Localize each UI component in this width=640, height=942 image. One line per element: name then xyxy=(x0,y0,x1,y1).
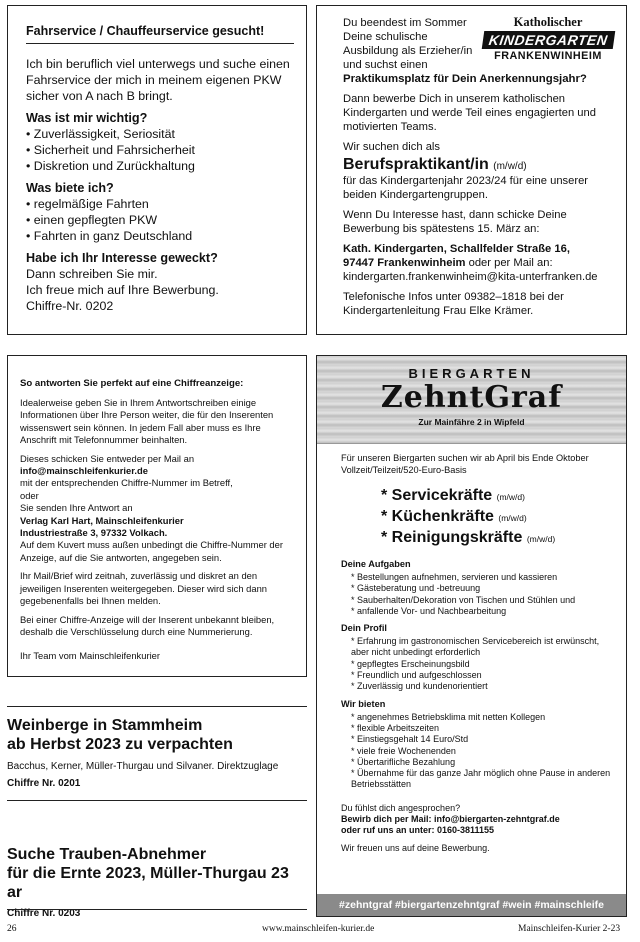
tasks-list xyxy=(341,572,616,617)
job-title: * Küchenkräfte (m/w/d) xyxy=(381,508,527,525)
offer-list xyxy=(341,712,616,791)
list-item: * gepflegtes Erscheinungsbild xyxy=(351,659,616,670)
paragraph: Wir suchen dich als xyxy=(343,141,440,153)
ad-chiffre-instructions xyxy=(7,355,307,677)
list-item: • einen gepflegten PKW xyxy=(26,212,294,228)
paragraph: Telefonische Infos unter 09382–1818 bei der Kindergartenleitung Frau Elke Krämer. xyxy=(343,291,564,317)
ad-heading: So antworten Sie perfekt auf eine Chiffreanzeige: xyxy=(20,378,244,389)
page-number: 26 xyxy=(7,924,17,934)
job-title: * Reinigungskräfte (m/w/d) xyxy=(381,529,556,546)
logo-line: Katholischer xyxy=(513,15,583,29)
address: Kath. Kindergarten, Schallfelder Straße 16, 97447 Frankenwinheim oder per Mail an: kindergarten.frankenwinheim@kita-unterfranken.de xyxy=(343,243,598,283)
closing-line: Ich freue mich auf Ihre Bewerbung. xyxy=(26,283,219,297)
contact-email[interactable]: Bewirb dich per Mail: info@biergarten-zehntgraf.de xyxy=(341,814,560,825)
chiffre-number: Chiffre-Nr. 0202 xyxy=(26,299,114,313)
ad-heading: Weinberge in Stammheim ab Herbst 2023 zu verpachten xyxy=(7,717,233,753)
list-item: * flexible Arbeitszeiten xyxy=(351,723,616,734)
contact-block: Du fühlst dich angesprochen? Bewirb dich per Mail: info@biergarten-zehntgraf.de oder ruf uns an unter: 0160-3811155 xyxy=(341,802,560,836)
paragraph: Dann bewerbe Dich in unserem katholischen Kindergarten und werde Teil eines engagierten und motivierten Teams. xyxy=(343,93,596,133)
ad-weinberge xyxy=(7,716,307,794)
position-title: Berufspraktikant/in (m/w/d) xyxy=(343,156,527,173)
ad-text: Bacchus, Kerner, Müller-Thurgau und Silvaner. Direktzuglage xyxy=(7,761,279,772)
biergarten-banner xyxy=(317,356,626,444)
list-item: * Freundlich und aufgeschlossen xyxy=(351,670,616,681)
paragraph: für das Kindergartenjahr 2023/24 für eine unserer beiden Kindergartengruppen. xyxy=(343,175,589,201)
ad-headline: Praktikumsplatz für Dein Anerkennungsjahr? xyxy=(343,73,587,85)
offer-list xyxy=(26,196,294,244)
paragraph: Idealerweise geben Sie in Ihrem Antwortschreiben einige Informationen über Ihre Person weiter, die für den Inserenten wissenswert sein können. In jedem Fall aber muss es Ihre Anschrift mit Telefonnummer beinhalten. xyxy=(20,397,274,446)
footer-url[interactable]: www.mainschleifen-kurier.de xyxy=(262,924,375,934)
list-item: • Fahrten in ganz Deutschland xyxy=(26,228,294,244)
banner-title: BIERGARTEN xyxy=(408,366,535,381)
closing-line: Dann schreiben Sie mir. xyxy=(26,267,158,281)
list-item: * Übertarifliche Bezahlung xyxy=(351,757,616,768)
question-heading: Habe ich Ihr Interesse geweckt? xyxy=(26,251,218,265)
footer-issue: Mainschleifen-Kurier 2-23 xyxy=(518,924,621,934)
section-heading: Deine Aufgaben xyxy=(341,559,411,569)
list-item: * Zuverlässig und kundenorientiert xyxy=(351,681,616,692)
section-heading: Dein Profil xyxy=(341,623,387,634)
job-list xyxy=(381,486,616,549)
chiffre-number: Chiffre Nr. 0203 xyxy=(7,908,81,919)
hashtag-bar: #zehntgraf #biergartenzehntgraf #wein #mainschleife xyxy=(317,894,626,916)
list-item: • Diskretion und Zurückhaltung xyxy=(26,158,294,174)
list-item: * anfallende Vor- und Nachbearbeitung xyxy=(351,606,616,617)
logo-line: FRANKENWINHEIM xyxy=(494,50,602,62)
list-item: • Sicherheit und Fahrsicherheit xyxy=(26,142,294,158)
signature: Ihr Team vom Mainschleifenkurier xyxy=(20,650,160,662)
question-heading: Was biete ich? xyxy=(26,181,114,195)
paragraph: Dieses schicken Sie entweder per Mail an info@mainschleifenkurier.de mit der entsprechenden Chiffre-Nummer im Betreff, oder Sie senden Ihre Antwort an Verlag Karl Hart, Mainschleifenkurier Industriestraße 3, 97332 Volkach. Auf dem Kuvert muss außen unbedingt die Chiffre-Nummer der Anzeige, auf die Sie antworten, angegeben sein. xyxy=(20,452,283,563)
list-item: * Einstiegsgehalt 14 Euro/Std xyxy=(351,734,616,745)
banner-address: Zur Mainfähre 2 in Wipfeld xyxy=(418,417,525,427)
divider xyxy=(7,800,307,801)
logo-line: KINDERGARTEN xyxy=(481,31,614,49)
banner-name: ZehntGraf xyxy=(380,380,563,415)
paragraph: Ihr Mail/Brief wird zeitnah, zuverlässig und diskret an den jeweiligen Inserenten weitergegeben. Dieser wird sich dann gegebenenfalls bei Ihnen melden. xyxy=(20,570,268,607)
job-title: * Servicekräfte (m/w/d) xyxy=(381,487,525,504)
question-heading: Was ist mir wichtig? xyxy=(26,111,148,125)
paragraph: Bei einer Chiffre-Anzeige will der Inserent unbekannt bleiben, deshalb die Verschlüsselung durch eine Nummerierung. xyxy=(20,613,275,637)
list-item: * angenehmes Betriebsklima mit netten Kollegen xyxy=(351,712,616,723)
list-item: * Erfahrung im gastronomischen Servicebereich ist erwünscht, aber nicht unbedingt erforderlich xyxy=(351,636,616,659)
divider xyxy=(7,909,307,910)
requirements-list xyxy=(26,126,294,174)
kindergarten-logo xyxy=(482,15,614,62)
list-item: * viele freie Wochenenden xyxy=(351,746,616,757)
ad-intro: Du beendest im Sommer Deine schulische Ausbildung als Erzieher/in und suchst einen xyxy=(343,17,473,71)
list-item: • Zuverlässigkeit, Seriosität xyxy=(26,126,294,142)
ad-heading: Suche Trauben-Abnehmer für die Ernte 2023, Müller-Thurgau 23 ar xyxy=(7,846,289,901)
paragraph: Wenn Du Interesse hast, dann schicke Deine Bewerbung bis spätestens 15. März an: xyxy=(343,209,567,235)
chiffre-number: Chiffre Nr. 0201 xyxy=(7,778,81,789)
ad-intro: Ich bin beruflich viel unterwegs und suche einen Fahrservice der mich in meinem eigenen PKW sicher von A nach B bringt. xyxy=(26,57,290,103)
divider xyxy=(7,706,307,707)
list-item: * Übernahme für das ganze Jahr möglich ohne Pause in anderen Betriebsstätten xyxy=(351,768,616,791)
ad-heading: Fahrservice / Chauffeurservice gesucht! xyxy=(26,24,294,44)
email-link[interactable]: kindergarten.frankenwinheim@kita-unterfranken.de xyxy=(343,271,598,283)
list-item: * Bestellungen aufnehmen, servieren und kassieren xyxy=(351,572,616,583)
closing-line: Wir freuen uns auf deine Bewerbung. xyxy=(341,842,490,853)
list-item: • regelmäßige Fahrten xyxy=(26,196,294,212)
profile-list xyxy=(341,636,616,692)
contact-phone[interactable]: oder ruf uns an unter: 0160-3811155 xyxy=(341,825,495,836)
ad-lead: Für unseren Biergarten suchen wir ab April bis Ende Oktober Vollzeit/Teilzeit/520-Euro-Basis xyxy=(341,453,589,475)
list-item: * Gästeberatung und -betreuung xyxy=(351,583,616,594)
ad-chauffeur xyxy=(7,5,307,335)
email-link[interactable]: info@mainschleifenkurier.de xyxy=(20,465,148,477)
ad-trauben xyxy=(7,845,307,919)
ad-biergarten xyxy=(316,355,627,917)
ad-kindergarten xyxy=(316,5,627,335)
section-heading: Wir bieten xyxy=(341,698,386,709)
list-item: * Sauberhalten/Dekoration von Tischen und Stühlen und xyxy=(351,595,616,606)
